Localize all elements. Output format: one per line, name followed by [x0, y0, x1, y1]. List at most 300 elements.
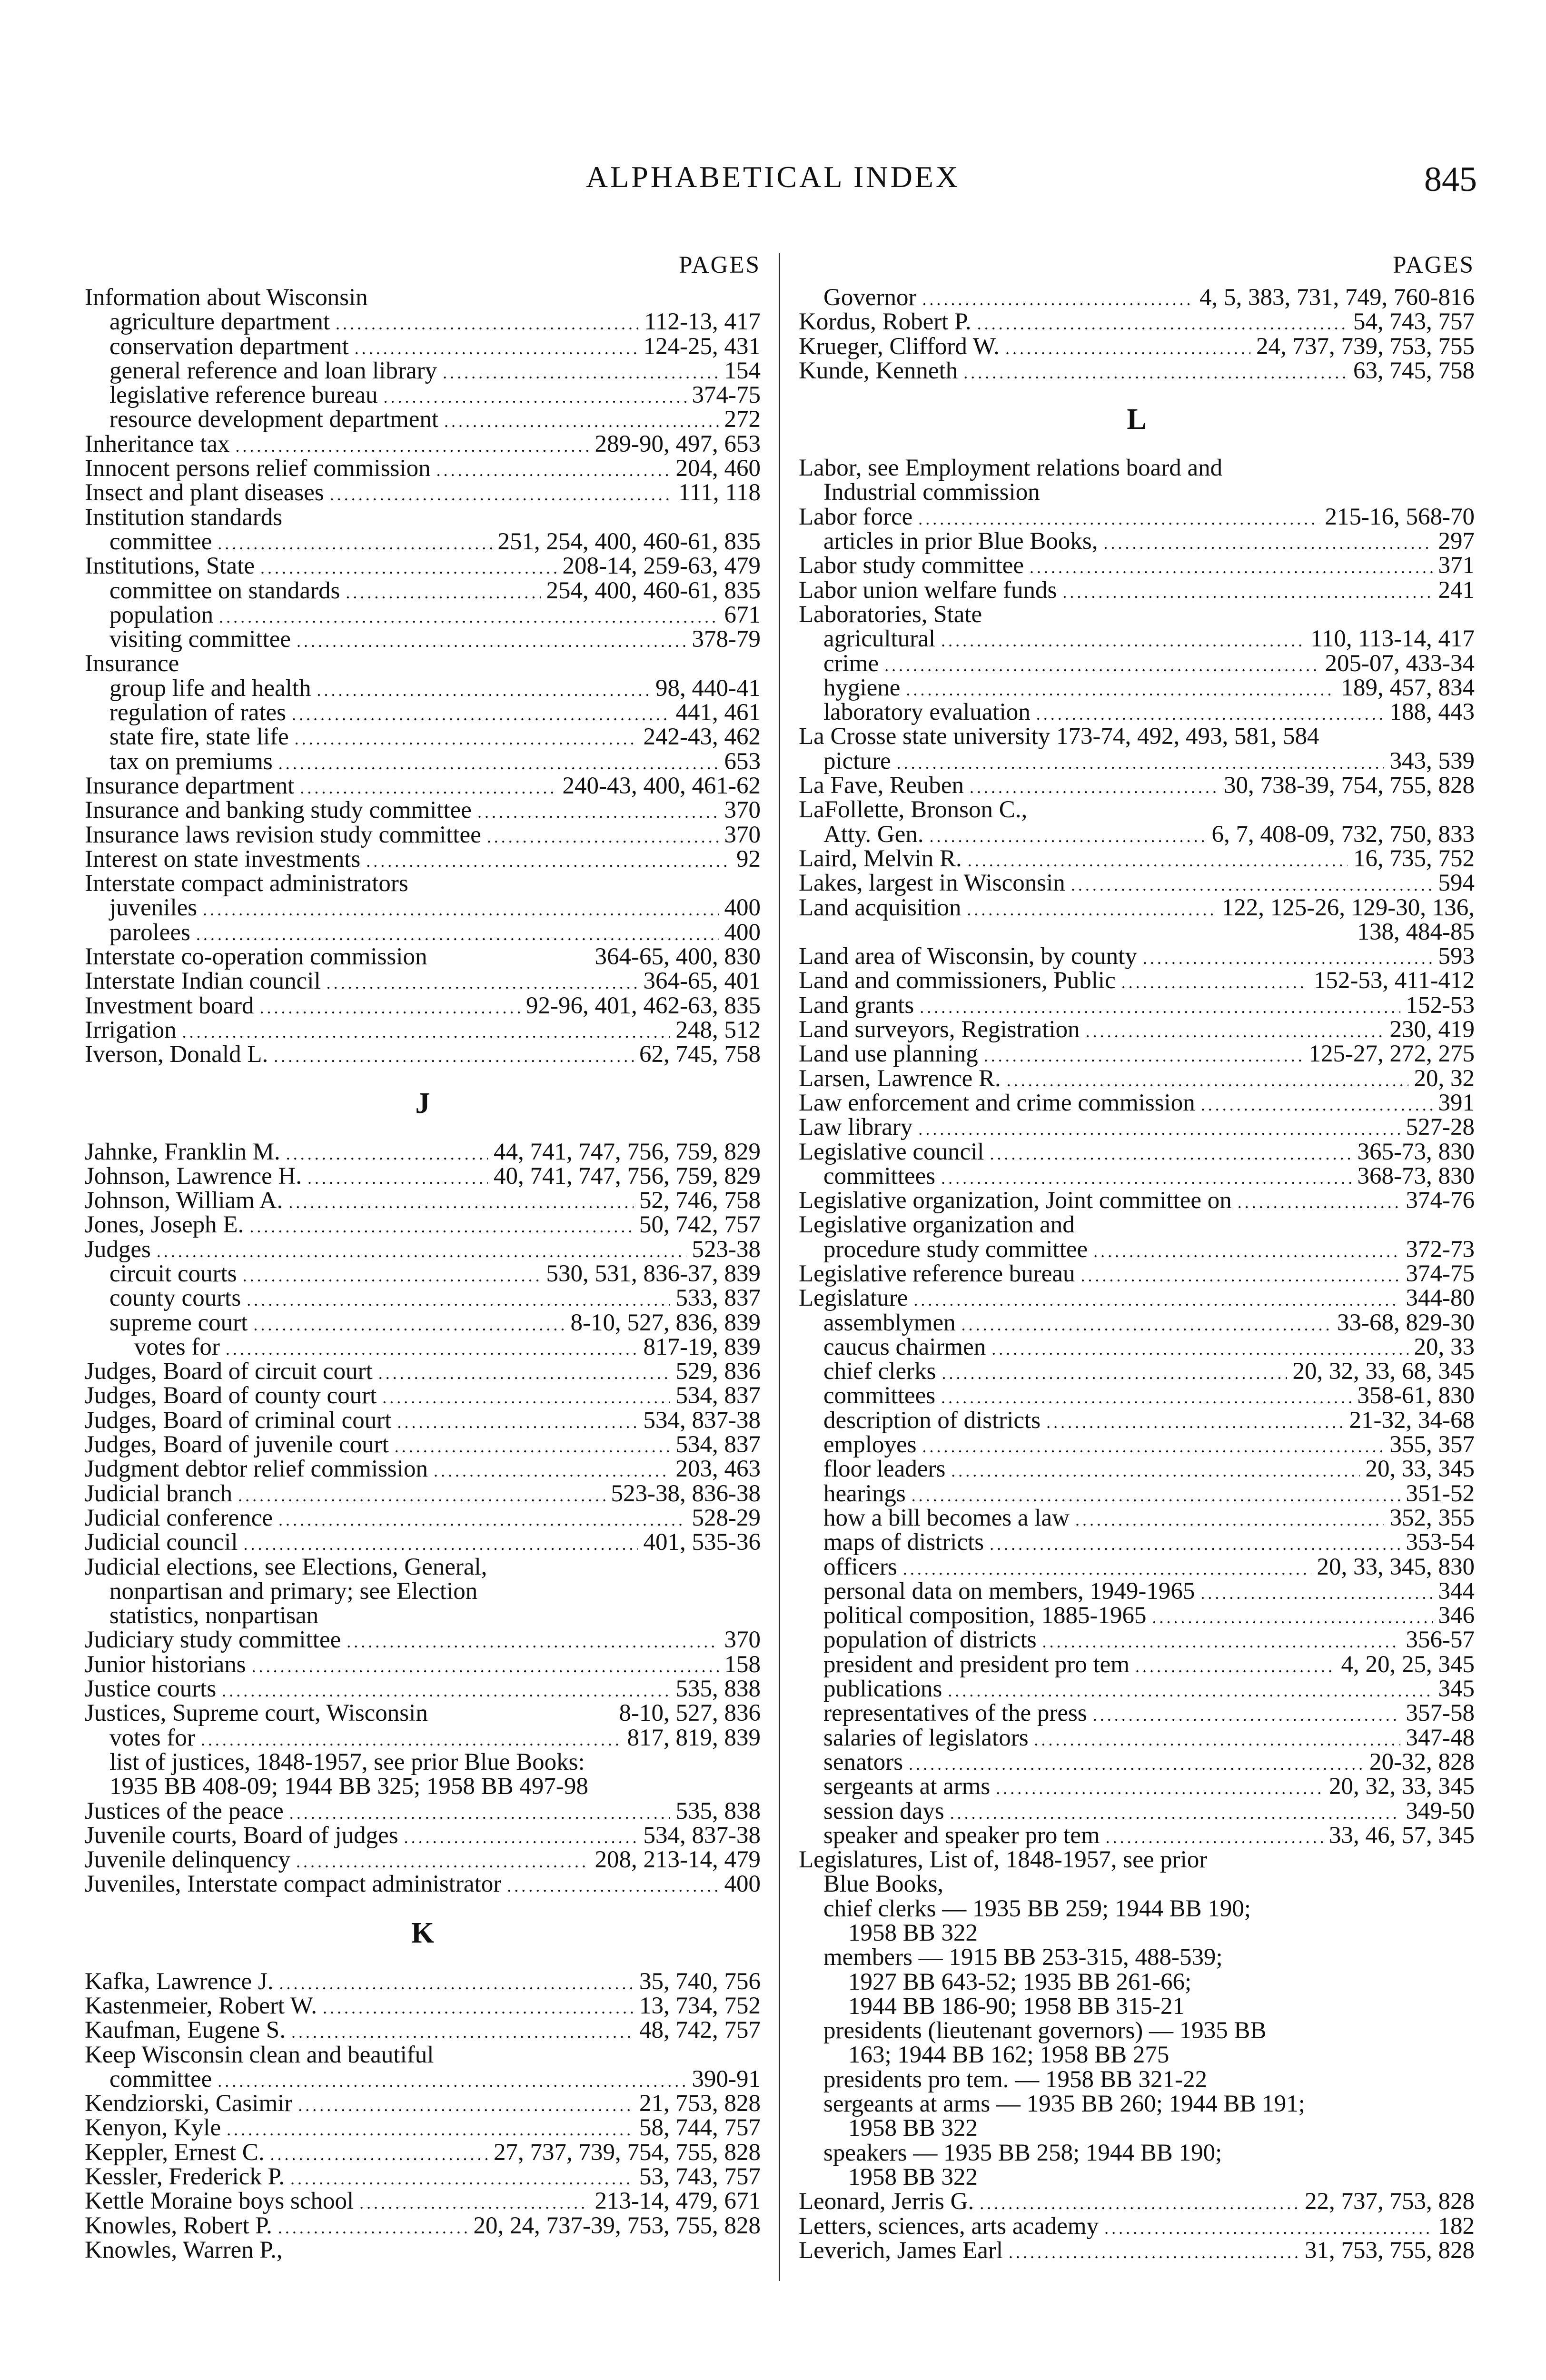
index-entry	[85, 2092, 761, 2116]
running-title: ALPHABETICAL INDEX	[585, 160, 961, 194]
page-references: 21, 753, 828	[639, 2090, 761, 2117]
index-term: Law library	[799, 1114, 913, 1141]
page-references: 35, 740, 756	[639, 1968, 761, 1995]
index-entry	[85, 823, 761, 847]
dot-leader	[260, 559, 557, 576]
index-entry	[85, 286, 761, 310]
index-entry	[85, 1189, 761, 1213]
index-term: 1944 BB 186-90; 1958 BB 315-21	[848, 1993, 1185, 2020]
index-term: picture	[823, 747, 891, 774]
index-term: sergeants at arms — 1935 BB 260; 1944 BB 191;	[823, 2091, 1305, 2118]
page-references: 124-25, 431	[643, 333, 761, 360]
index-term: Governor	[823, 284, 917, 311]
index-term: political composition, 1885-1965	[823, 1602, 1147, 1629]
index-term: Judiciary study committee	[85, 1626, 341, 1654]
page-references: 345	[1438, 1676, 1475, 1703]
index-entry	[85, 1530, 761, 1555]
index-entry	[85, 432, 761, 456]
page-references: 365-73, 830	[1357, 1138, 1475, 1165]
index-term: regulation of rates	[109, 699, 287, 726]
index-entry	[85, 2141, 761, 2165]
index-term: 1958 BB 322	[848, 2163, 978, 2191]
index-entry	[799, 1848, 1475, 1872]
index-term: Justices of the peace	[85, 1797, 284, 1825]
index-entry	[85, 530, 761, 554]
dot-leader	[1042, 1633, 1400, 1650]
index-blocks	[85, 286, 761, 2262]
page-references: 355, 357	[1389, 1431, 1475, 1458]
page-references: 110, 113-14, 417	[1310, 625, 1475, 653]
index-entry	[799, 554, 1475, 578]
index-term: Law enforcement and crime commission	[799, 1089, 1195, 1116]
index-term: Blue Books,	[823, 1871, 944, 1898]
page-references: 92	[736, 845, 761, 873]
dot-leader	[487, 828, 719, 845]
index-entry	[799, 578, 1475, 603]
index-entry	[799, 1140, 1475, 1164]
column-divider	[779, 253, 780, 2281]
pages-column-header: PAGES	[679, 252, 761, 278]
index-term: Inheritance tax	[85, 430, 230, 457]
index-entry	[799, 1701, 1475, 1726]
page-references: 240-43, 400, 461-62	[562, 772, 761, 799]
page-references: 391	[1438, 1089, 1475, 1116]
dot-leader	[963, 364, 1348, 381]
page-references: 20, 32, 33, 68, 345	[1292, 1358, 1475, 1385]
page-references: 371	[1438, 552, 1475, 579]
dot-leader	[288, 1194, 634, 1211]
index-term: Johnson, Lawrence H.	[85, 1162, 302, 1190]
dot-leader	[384, 388, 686, 406]
index-entry	[799, 1824, 1475, 1848]
page-references: 241	[1438, 576, 1475, 604]
dot-leader	[253, 1316, 565, 1333]
dot-leader	[355, 340, 638, 357]
dot-leader	[366, 853, 731, 870]
page-references: 122, 125-26, 129-30, 136,	[1221, 894, 1475, 921]
index-entry	[799, 1286, 1475, 1310]
page-references: 527-28	[1406, 1114, 1475, 1141]
dot-leader	[912, 1487, 1400, 1504]
page-references: 125-27, 272, 275	[1308, 1041, 1475, 1068]
index-term: laboratory evaluation	[823, 699, 1031, 726]
index-entry	[799, 2239, 1475, 2263]
index-term: Legislature	[799, 1285, 908, 1312]
dot-leader	[218, 535, 492, 552]
page-references: 370	[724, 797, 761, 824]
dot-leader	[884, 657, 1319, 674]
page-references: 208-14, 259-63, 479	[562, 553, 761, 580]
index-entry	[85, 1140, 761, 1164]
index-term: nonpartisan and primary; see Election	[109, 1577, 478, 1605]
page-references: 13, 734, 752	[639, 1993, 761, 2019]
index-term: committee	[109, 528, 212, 555]
index-term: Kessler, Frederick P.	[85, 2163, 285, 2191]
page-references: 154	[724, 357, 761, 384]
page-references: 529, 836	[675, 1358, 761, 1385]
index-entry	[799, 1067, 1475, 1091]
index-term: Judgment debtor relief commission	[85, 1456, 428, 1483]
index-term: speaker and speaker pro tem	[823, 1822, 1100, 1849]
index-term: committees	[823, 1162, 936, 1190]
dot-leader	[395, 1438, 670, 1455]
index-entry	[799, 456, 1475, 480]
dot-leader	[1152, 1609, 1433, 1626]
dot-leader	[347, 1633, 718, 1650]
index-term: Johnson, William A.	[85, 1187, 283, 1214]
index-entry	[799, 2190, 1475, 2214]
page-references: 378-79	[692, 626, 761, 653]
index-term: Legislative organization, Joint committee on	[799, 1187, 1232, 1214]
page-references: 533, 837	[675, 1285, 761, 1312]
index-term: session days	[823, 1797, 944, 1825]
dot-leader	[922, 1438, 1384, 1455]
page-references: 20, 32, 33, 345	[1329, 1773, 1475, 1800]
page-references: 251, 254, 400, 460-61, 835	[497, 528, 761, 555]
page-references: 289-90, 497, 653	[595, 430, 761, 457]
page-references: 364-65, 401	[643, 968, 761, 995]
page-references: 31, 753, 755, 828	[1305, 2237, 1475, 2264]
index-term: committee on standards	[109, 577, 340, 604]
index-term: Krueger, Clifford W.	[799, 333, 1000, 360]
page-references: 111, 118	[678, 479, 761, 506]
index-entry	[85, 2116, 761, 2140]
dot-leader	[897, 754, 1384, 772]
dot-leader	[307, 1170, 488, 1187]
index-term: 1958 BB 322	[848, 2115, 978, 2142]
index-term: Kordus, Robert P.	[799, 308, 971, 336]
index-term: Legislative reference bureau	[799, 1260, 1075, 1287]
index-term: population	[109, 601, 214, 628]
page-references: 20, 33, 345	[1365, 1456, 1475, 1483]
index-entry	[85, 1433, 761, 1457]
index-term: 1927 BB 643-52; 1935 BB 261-66;	[848, 1968, 1192, 1995]
index-entry	[85, 676, 761, 701]
dot-leader	[1238, 1194, 1400, 1211]
dot-leader	[203, 901, 718, 918]
index-term: population of districts	[823, 1626, 1037, 1654]
page-references: 344-80	[1406, 1285, 1475, 1312]
page-references: 6, 7, 408-09, 732, 750, 833	[1211, 821, 1475, 848]
index-term: Larsen, Lawrence R.	[799, 1065, 1001, 1092]
index-entry	[85, 872, 761, 896]
dot-leader	[226, 1340, 638, 1358]
index-entry	[799, 1555, 1475, 1579]
index-term: members — 1915 BB 253-315, 488-539;	[823, 1944, 1223, 1971]
dot-leader	[247, 1291, 670, 1309]
page-references: 230, 419	[1389, 1016, 1475, 1043]
index-term: Interstate Indian council	[85, 968, 321, 995]
index-term: tax on premiums	[109, 748, 273, 775]
index-entry	[799, 774, 1475, 798]
index-entry	[799, 798, 1475, 822]
index-entry	[85, 579, 761, 603]
page-references: 344	[1438, 1577, 1475, 1605]
index-term: presidents (lieutenant governors) — 1935 BB	[823, 2017, 1267, 2044]
index-term: Juvenile delinquency	[85, 1846, 290, 1874]
index-entry	[799, 286, 1475, 310]
index-term: Land acquisition	[799, 894, 961, 921]
right-column	[799, 253, 1475, 2263]
page-references: 33-68, 829-30	[1337, 1309, 1475, 1336]
page-references: 63, 745, 758	[1353, 357, 1475, 384]
page-references: 50, 742, 757	[639, 1211, 761, 1239]
dot-leader	[397, 1414, 637, 1431]
index-term: Investment board	[85, 992, 254, 1019]
index-entry	[799, 1994, 1475, 2019]
index-entry	[85, 994, 761, 1018]
page-references: 242-43, 462	[643, 724, 761, 751]
dot-leader	[157, 1243, 686, 1260]
index-entry	[85, 2067, 761, 2092]
index-entry	[85, 1238, 761, 1262]
page-references: 20, 33, 345, 830	[1317, 1553, 1475, 1580]
index-entry	[799, 871, 1475, 895]
page-references: 671	[724, 601, 761, 628]
index-entry	[799, 1750, 1475, 1775]
index-term: Land and commissioners, Public	[799, 967, 1116, 994]
index-term: votes for	[109, 1724, 195, 1751]
index-term: floor leaders	[823, 1456, 946, 1483]
dot-leader	[436, 462, 670, 479]
dot-leader	[948, 1682, 1432, 1699]
page-references: 372-73	[1406, 1236, 1475, 1263]
index-term: Labor union welfare funds	[799, 576, 1057, 604]
dot-leader	[278, 755, 719, 772]
index-term: Land area of Wisconsin, by county	[799, 943, 1137, 970]
dot-leader	[1080, 1267, 1400, 1284]
page-references: 158	[724, 1651, 761, 1678]
dot-leader	[289, 1805, 670, 1822]
index-entry	[799, 847, 1475, 871]
page-references: 92-96, 401, 462-63, 835	[526, 992, 761, 1019]
index-entry	[799, 1897, 1475, 1921]
index-entry	[799, 1970, 1475, 1994]
index-term: Kaufman, Eugene S.	[85, 2017, 286, 2044]
index-entry	[85, 1628, 761, 1652]
index-term: Institutions, State	[85, 553, 255, 580]
page-references: 401, 535-36	[643, 1529, 761, 1556]
index-blocks	[799, 286, 1475, 2263]
index-term: Knowles, Robert P.	[85, 2212, 272, 2239]
index-entry	[85, 701, 761, 725]
dot-leader	[922, 291, 1194, 308]
index-entry	[85, 1018, 761, 1042]
page-references: 523-38, 836-38	[611, 1480, 761, 1507]
index-term: Knowles, Warren P.,	[85, 2236, 283, 2263]
index-entry	[799, 993, 1475, 1018]
index-term: Kastenmeier, Robert W.	[85, 1993, 317, 2019]
index-entry	[799, 1799, 1475, 1824]
page-references: 346	[1438, 1602, 1475, 1629]
index-entry	[85, 506, 761, 530]
page-references: 400	[724, 1871, 761, 1898]
section-letter: J	[415, 1087, 430, 1120]
index-entry	[799, 823, 1475, 847]
index-term: Kettle Moraine boys school	[85, 2188, 354, 2215]
dot-leader	[941, 1389, 1351, 1406]
index-entry	[799, 2141, 1475, 2165]
page-references: 182	[1438, 2212, 1475, 2240]
index-entry	[85, 383, 761, 407]
index-entry	[85, 1457, 761, 1481]
dot-leader	[941, 632, 1305, 649]
page-references: 534, 837	[675, 1382, 761, 1409]
index-entry	[799, 1506, 1475, 1530]
index-entry	[85, 1359, 761, 1384]
dot-leader	[913, 1291, 1400, 1309]
dot-leader	[270, 2146, 488, 2163]
dot-leader	[201, 1731, 622, 1748]
index-entry	[85, 2214, 761, 2238]
index-entry	[799, 1945, 1475, 1970]
index-term: Judges, Board of county court	[85, 1382, 377, 1409]
index-term: La Fave, Reuben	[799, 772, 964, 799]
page-references: 817, 819, 839	[627, 1724, 761, 1751]
page-references: 349-50	[1406, 1797, 1475, 1825]
index-term: Insurance and banking study committee	[85, 797, 472, 824]
index-entry	[85, 2189, 761, 2213]
page-references: 21-32, 34-68	[1349, 1407, 1475, 1434]
index-term: Judicial conference	[85, 1504, 273, 1531]
pages-column-header: PAGES	[1393, 252, 1475, 278]
index-entry	[799, 1921, 1475, 1945]
index-entry	[799, 335, 1475, 359]
index-term: Justices, Supreme court, Wisconsin	[85, 1700, 428, 1727]
page-references: 352, 355	[1389, 1504, 1475, 1531]
index-entry	[85, 1286, 761, 1310]
index-entry	[799, 1433, 1475, 1457]
index-entry	[85, 1042, 761, 1067]
page-references: 370	[724, 1626, 761, 1654]
dot-leader	[278, 1511, 686, 1528]
index-entry	[85, 1408, 761, 1433]
page-references: 30, 738-39, 754, 755, 828	[1224, 772, 1475, 799]
index-entry	[799, 920, 1475, 944]
index-term: LaFollette, Bronson C.,	[799, 796, 1028, 823]
dot-leader	[182, 1023, 670, 1041]
index-term: resource development department	[109, 406, 439, 433]
index-entry	[85, 896, 761, 920]
index-term: state fire, state life	[109, 724, 289, 751]
dot-leader	[1200, 1585, 1432, 1602]
page-references: 203, 463	[675, 1456, 761, 1483]
index-term: Insurance	[85, 650, 179, 677]
index-term: Labor study committee	[799, 552, 1024, 579]
index-entry	[85, 1164, 761, 1189]
index-term: Keppler, Ernest C.	[85, 2139, 265, 2166]
index-term: maps of districts	[823, 1529, 984, 1556]
page-references: 351-52	[1406, 1480, 1475, 1507]
index-entry	[85, 1579, 761, 1604]
index-term: agriculture department	[109, 308, 330, 336]
index-entry	[85, 2018, 761, 2043]
page-references: 4, 5, 383, 731, 749, 760-816	[1199, 284, 1475, 311]
page-references: 272	[724, 406, 761, 433]
index-entry	[85, 1311, 761, 1335]
index-term: Innocent persons relief commission	[85, 455, 431, 482]
dot-leader	[920, 999, 1400, 1016]
index-term: circuit courts	[109, 1260, 237, 1287]
dot-leader	[378, 1365, 670, 1382]
index-entry	[799, 1164, 1475, 1189]
index-entry	[85, 945, 761, 969]
index-entry	[799, 1579, 1475, 1604]
dot-leader	[274, 1048, 634, 1065]
index-term: conservation department	[109, 333, 349, 360]
index-entry	[799, 944, 1475, 969]
index-entry	[85, 407, 761, 432]
index-entry	[799, 505, 1475, 529]
index-term: group life and health	[109, 674, 311, 702]
page-references: 374-76	[1406, 1187, 1475, 1214]
index-term: publications	[823, 1676, 942, 1703]
index-entry	[799, 700, 1475, 724]
index-entry	[799, 1726, 1475, 1750]
index-entry	[85, 1848, 761, 1872]
page-references: 188, 443	[1389, 699, 1475, 726]
page-references: 152-53	[1406, 992, 1475, 1019]
dot-leader	[222, 1682, 670, 1699]
dot-leader	[930, 828, 1206, 845]
index-entry	[799, 2068, 1475, 2092]
dot-leader	[1121, 974, 1308, 991]
page-references: 204, 460	[675, 455, 761, 482]
page-references: 528-29	[692, 1504, 761, 1531]
index-term: Insect and plant diseases	[85, 479, 324, 506]
index-term: president and president pro tem	[823, 1651, 1130, 1678]
index-entry	[799, 1677, 1475, 1701]
index-entry	[85, 750, 761, 774]
index-term: 163; 1944 BB 162; 1958 BB 275	[848, 2042, 1169, 2069]
index-term: general reference and loan library	[109, 357, 437, 384]
index-entry	[799, 627, 1475, 651]
page-references: 205-07, 433-34	[1325, 650, 1475, 677]
index-term: chief clerks — 1935 BB 259; 1944 BB 190;	[823, 1895, 1251, 1922]
index-entry	[85, 1384, 761, 1408]
index-entry	[85, 1604, 761, 1628]
dot-leader	[243, 1267, 541, 1284]
index-entry	[85, 1482, 761, 1506]
dot-leader	[291, 2023, 634, 2041]
page-references: 534, 837-38	[643, 1822, 761, 1849]
index-term: Labor force	[799, 503, 913, 530]
index-entry	[799, 359, 1475, 383]
index-term: Laird, Melvin R.	[799, 845, 962, 872]
dot-leader	[951, 1462, 1359, 1479]
index-entry	[85, 921, 761, 945]
index-entry	[799, 1384, 1475, 1408]
dot-leader	[327, 974, 638, 992]
page-references: 62, 745, 758	[639, 1041, 761, 1068]
index-term: Insurance laws revision study committee	[85, 821, 481, 848]
page-references: 40, 741, 747, 756, 759, 829	[494, 1162, 761, 1190]
index-term: Irrigation	[85, 1016, 177, 1043]
page-references: 138, 484-85	[1357, 918, 1475, 945]
page-references: 370	[724, 821, 761, 848]
dot-leader	[903, 1560, 1311, 1577]
index-entry	[799, 1775, 1475, 1799]
index-entry	[85, 1555, 761, 1579]
page-references: 347-48	[1406, 1724, 1475, 1751]
index-term: Judicial branch	[85, 1480, 233, 1507]
index-term: Judicial elections, see Elections, General,	[85, 1553, 487, 1580]
page-references: 653	[724, 748, 761, 775]
index-entry	[85, 2238, 761, 2262]
index-term: Kunde, Kenneth	[799, 357, 958, 384]
dot-leader	[1062, 584, 1432, 601]
index-entry	[799, 529, 1475, 554]
